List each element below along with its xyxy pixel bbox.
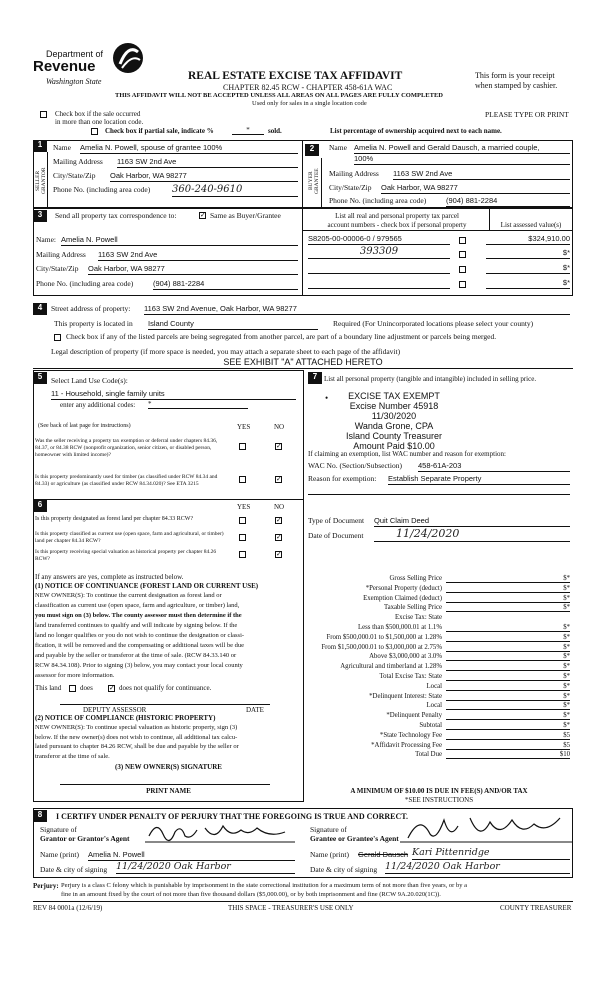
- form-title: REAL ESTATE EXCISE TAX AFFIDAVIT: [188, 70, 403, 82]
- grantor-signature-label: Signature of: [40, 825, 77, 834]
- does-not-qualify-checkbox[interactable]: ✓: [109, 684, 115, 692]
- tax-row-value[interactable]: $5: [446, 731, 570, 740]
- parcel-number[interactable]: S8205-00-00006-0 / 979565: [308, 235, 450, 245]
- s6-q3-no-checkbox[interactable]: ✓: [276, 550, 282, 558]
- receipt-line2: when stamped by cashier.: [475, 81, 558, 90]
- segregated-checkbox[interactable]: [54, 334, 61, 341]
- parcel-header-1: List all real and personal property tax parcel: [335, 212, 459, 220]
- additional-codes-input[interactable]: *: [148, 400, 248, 409]
- section-4-number: 4: [33, 303, 47, 315]
- form-used: Used only for sales in a single location code: [252, 100, 367, 107]
- notice-3-title: (3) NEW OWNER(S) SIGNATURE: [115, 763, 222, 771]
- wac-number[interactable]: 458-61A-203: [418, 462, 570, 472]
- buyer-phone-label: Phone No. (including area code): [329, 196, 427, 205]
- tax-calculation-table: [306, 574, 572, 760]
- tax-row-label: Total Excise Tax: State: [379, 672, 442, 680]
- assessed-value[interactable]: $*: [486, 249, 570, 259]
- buyer-address[interactable]: 1163 SW 2nd Ave: [393, 170, 570, 180]
- tax-row-label: Less than $500,000.01 at 1.1%: [357, 623, 442, 631]
- s6-q1-no-checkbox[interactable]: ✓: [276, 516, 282, 524]
- s5-q2-yes-checkbox[interactable]: [239, 476, 246, 483]
- county-required: Required (For Unincorporated locations please select your county): [333, 319, 534, 328]
- tax-row-value[interactable]: $*: [446, 584, 570, 593]
- tax-row: [306, 682, 572, 692]
- grantor-date-label: Date & city of signing: [40, 865, 108, 874]
- if-yes-instructions: If any answers are yes, complete as instructed below.: [35, 573, 184, 581]
- doc-type-label: Type of Document: [308, 516, 365, 525]
- buyer-grantee-label: BUYER GRANTEE: [308, 168, 320, 194]
- tax-row-value[interactable]: $*: [446, 594, 570, 603]
- tax-row-label: Total Due: [415, 751, 442, 759]
- buyer-address-label: Mailing Address: [329, 169, 379, 178]
- personal-property-label: List all personal property (tangible and intangible) included in selling price.: [324, 375, 537, 383]
- section-6-number: 6: [33, 500, 47, 512]
- located-label: This property is located in: [54, 319, 133, 328]
- print-name-label: PRINT NAME: [146, 787, 191, 795]
- minimum-due: A MINIMUM OF $10.00 IS DUE IN FEE(S) AND/OR TAX: [350, 787, 528, 795]
- s6-q2-no-checkbox[interactable]: ✓: [276, 533, 282, 541]
- doc-type[interactable]: Quit Claim Deed: [374, 517, 570, 527]
- perjury-text-2: fine in an amount fixed by the court of not more than five thousand dollars ($5,000.00), or by both imprisonment and fine (RCW 9A.20.020(1C)).: [61, 891, 441, 898]
- notice-2-text: NEW OWNER(S): To continue special valuation as historic property, sign (3) below. If the new owner(s) does not wish to continue, all additional tax calcu- lated pursuant to chapter 84.26 RCW, shall be due and payable by the seller or transferor at the time of sale.: [35, 724, 239, 760]
- does-label: does: [80, 684, 93, 692]
- seller-address[interactable]: 1163 SW 2nd Ave: [117, 158, 298, 168]
- buyer-city[interactable]: Oak Harbor, WA 98277: [381, 184, 570, 194]
- county-select[interactable]: Island County: [148, 320, 318, 330]
- personal-property-checkbox[interactable]: [459, 266, 466, 273]
- tax-row-label: Exemption Claimed (deduct): [363, 594, 442, 602]
- personal-property-checkbox[interactable]: [459, 251, 466, 258]
- grantor-name-label: Name (print): [40, 850, 79, 859]
- tax-row: [306, 584, 572, 594]
- type-or-print: PLEASE TYPE OR PRINT: [485, 110, 569, 119]
- tax-row-value[interactable]: $*: [446, 692, 570, 701]
- mail-city-label: City/State/Zip: [36, 264, 79, 273]
- grantee-name-label: Name (print): [310, 850, 349, 859]
- tax-row-value[interactable]: $10: [446, 750, 570, 759]
- mail-phone-label: Phone No. (including area code): [36, 279, 134, 288]
- grantee-signature-label: Signature of: [310, 825, 347, 834]
- s6-q2-yes-checkbox[interactable]: [239, 534, 246, 541]
- tax-row-label: Taxable Selling Price: [383, 604, 442, 612]
- tax-row: [306, 652, 572, 662]
- exempt-stamp: EXCISE TAX EXEMPT Excise Number 45918 11/30/2020 Wanda Grone, CPA Island County Treasurer Amount Paid $10.00: [345, 391, 443, 451]
- s6-q3-yes-checkbox[interactable]: [239, 551, 246, 558]
- form-notice: THIS AFFIDAVIT WILL NOT BE ACCEPTED UNLESS ALL AREAS ON ALL PAGES ARE FULLY COMPLETED: [115, 92, 443, 99]
- mail-phone[interactable]: (904) 881-2284: [153, 280, 298, 290]
- tax-row-label: Local: [426, 682, 442, 690]
- grantee-name-struck[interactable]: Gerald Dausch: [358, 850, 409, 859]
- tax-row: [306, 692, 572, 702]
- tax-row: [306, 594, 572, 604]
- s5-q2-no-checkbox[interactable]: ✓: [276, 475, 282, 483]
- additional-codes-label: enter any additional codes:: [60, 401, 136, 409]
- section-8-number: 8: [33, 810, 47, 822]
- same-as-buyer-checkbox[interactable]: ✓: [200, 211, 206, 219]
- tax-row: [306, 623, 572, 633]
- perjury-text: Perjury is a class C felony which is punishable by imprisonment in the state correctional institution for a maximum term of not more than five years, or by a: [61, 882, 467, 889]
- tax-row-value[interactable]: $*: [446, 643, 570, 652]
- assessed-value[interactable]: $*: [486, 279, 570, 289]
- parcel-number[interactable]: [308, 264, 450, 274]
- wac-label: WAC No. (Section/Subsection): [308, 461, 402, 470]
- multi-location-checkbox[interactable]: [40, 111, 47, 118]
- logo-mark-icon: [110, 40, 146, 76]
- tax-row-label: Agricultural and timberland at 1.28%: [340, 663, 442, 671]
- tax-row-label: *Affidavit Processing Fee: [371, 741, 442, 749]
- tax-row-value[interactable]: $*: [446, 721, 570, 730]
- parcel-number[interactable]: [308, 279, 450, 289]
- grantee-signature[interactable]: [400, 812, 572, 844]
- personal-property-checkbox[interactable]: [459, 281, 466, 288]
- tax-row-label: Gross Selling Price: [389, 575, 442, 582]
- s6-no-header: NO: [274, 503, 285, 511]
- tax-row: [306, 750, 572, 760]
- perjury-label: Perjury:: [33, 882, 59, 890]
- certify-statement: I CERTIFY UNDER PENALTY OF PERJURY THAT THE FOREGOING IS TRUE AND CORRECT.: [56, 812, 409, 821]
- does-not-label: does not qualify for continuance.: [119, 684, 212, 692]
- assessed-value[interactable]: $324,910.00: [486, 235, 570, 245]
- tax-row: [306, 662, 572, 672]
- parcel-number[interactable]: 393309: [308, 246, 450, 259]
- logo-revenue: Revenue: [33, 58, 96, 75]
- logo-dept: Department of: [46, 49, 104, 59]
- partial-sale-label: Check box if partial sale, indicate %: [105, 127, 214, 135]
- send-correspondence-label: Send all property tax correspondence to:: [55, 211, 177, 220]
- s6-question-1: Is this property designated as forest land per chapter 84.33 RCW?: [35, 516, 194, 522]
- logo-state: Washington State: [46, 77, 102, 86]
- mail-name-label: Name:: [36, 235, 56, 244]
- partial-percent[interactable]: *: [232, 126, 264, 135]
- s5-q1-yes-checkbox[interactable]: [239, 443, 246, 450]
- grantee-name-handwritten[interactable]: Kari Pittenridge: [412, 848, 570, 860]
- exemption-reason[interactable]: Establish Separate Property: [388, 475, 570, 485]
- tax-row: [306, 721, 572, 731]
- tax-row: [306, 613, 572, 623]
- tax-row-value[interactable]: $*: [446, 623, 570, 632]
- land-use-code[interactable]: 11 - Household, single family units: [51, 390, 296, 400]
- s6-question-2: Is this property classified as current use (open space, farm and agricultural, or timber) land per chapter 84.34 RCW?: [35, 531, 224, 544]
- seller-grantor-label: SELLER GRANTOR: [35, 167, 47, 195]
- personal-property-checkbox[interactable]: [459, 237, 466, 244]
- bullet-icon: •: [325, 393, 329, 403]
- no-header: NO: [274, 423, 285, 431]
- tax-row-label: *State Technology Fee: [379, 731, 442, 739]
- tax-row-label: *Delinquent Interest: State: [369, 692, 442, 700]
- doc-date[interactable]: 11/24/2020: [374, 528, 570, 542]
- tax-row: [306, 633, 572, 643]
- s5-q1-no-checkbox[interactable]: ✓: [276, 442, 282, 450]
- assessor-date-label: DATE: [246, 706, 264, 714]
- assessed-value[interactable]: $*: [486, 264, 570, 274]
- treasurer-use-only: THIS SPACE - TREASURER'S USE ONLY: [228, 904, 354, 912]
- same-as-buyer-label: Same as Buyer/Grantee: [210, 211, 281, 220]
- seller-city[interactable]: Oak Harbor, WA 98277: [110, 172, 298, 182]
- street-label: Street address of property:: [51, 304, 131, 313]
- tax-row-value[interactable]: $*: [446, 633, 570, 642]
- grantor-name[interactable]: Amelia N. Powell: [88, 851, 295, 861]
- tax-row-label: Excise Tax: State: [395, 614, 442, 622]
- parcel-header-2: account numbers - check box if personal property: [327, 221, 467, 229]
- legal-label: Legal description of property (if more space is needed, you may attach a separate sheet to each page of the affidavit): [51, 347, 401, 356]
- notice-1-text: NEW OWNER(S): To continue the current designation as forest land or classification as current use (open space, farm and agriculture, or timber) land, you must sign on (3) below. The county assessor must then determine if the land transferred continues to qualify and will indicate by signing below. If the land no longer qualifies or you do not wish to continue the designation or classi- fication, it will be removed and the compensating or additional taxes will be due and payable by the seller or transferor at the time of sale. (RCW 84.33.140 or RCW 84.34.108). Prior to signing (3) below, you may contact your local county assessor for more information.: [35, 592, 245, 679]
- s6-yes-header: YES: [237, 503, 251, 511]
- section-5-number: 5: [33, 372, 47, 384]
- tax-row-value[interactable]: $*: [446, 603, 570, 612]
- tax-row-label: Local: [426, 702, 442, 710]
- receipt-line1: This form is your receipt: [475, 71, 555, 80]
- tax-row-value[interactable]: $*: [446, 682, 570, 691]
- grantor-agent-label: Grantor or Grantor's Agent: [40, 834, 130, 843]
- seller-phone[interactable]: 360-240-9610: [172, 184, 298, 197]
- mail-address-label: Mailing Address: [36, 250, 86, 259]
- s6-question-3: Is this property receiving special valuation as historical property per chapter 84.26 RCW?: [35, 549, 217, 562]
- tax-row: [306, 643, 572, 653]
- list-pct-label: List percentage of ownership acquired next to each name.: [330, 127, 502, 135]
- tax-row: [306, 701, 572, 711]
- assessed-header: List assessed value(s): [500, 221, 562, 229]
- s5-question-2: Is this property predominantly used for timber (as classified under RCW 84.34 and 84.33) or agriculture (as classified under RCW 84.34.020)? See ETA 3215: [35, 474, 218, 487]
- county-treasurer-label: COUNTY TREASURER: [500, 904, 572, 912]
- buyer-phone[interactable]: (904) 881-2284: [446, 197, 570, 207]
- land-use-label: Select Land Use Code(s):: [51, 376, 128, 385]
- mail-address[interactable]: 1163 SW 2nd Ave: [98, 251, 298, 261]
- reason-label: Reason for exemption:: [308, 474, 377, 483]
- seller-name[interactable]: Amelia N. Powell, spouse of grantee 100%: [80, 144, 298, 154]
- seller-address-label: Mailing Address: [53, 157, 103, 166]
- tax-row-value[interactable]: $*: [446, 672, 570, 681]
- tax-row: [306, 672, 572, 682]
- tax-row: [306, 711, 572, 721]
- seller-name-label: Name: [53, 143, 71, 152]
- partial-sale-checkbox[interactable]: [91, 128, 98, 135]
- deputy-assessor-label: DEPUTY ASSESSOR: [83, 706, 147, 714]
- mail-name[interactable]: Amelia N. Powell: [61, 236, 298, 246]
- tax-row-value[interactable]: $*: [446, 711, 570, 720]
- tax-row-label: Above $3,000,000 at 3.0%: [369, 653, 442, 661]
- buyer-name-line2[interactable]: 100%: [354, 155, 570, 165]
- multi-location-label2: in more than one location code.: [55, 118, 144, 126]
- see-back-label: (See back of last page for instructions): [38, 423, 131, 429]
- section-3-number: 3: [33, 210, 47, 222]
- tax-row-label: From $1,500,000.01 to $3,000,000 at 2.75%: [321, 643, 442, 651]
- this-land-label: This land: [35, 684, 62, 692]
- buyer-name[interactable]: Amelia N. Powell and Gerald Dausch, a married couple,: [354, 144, 570, 154]
- does-qualify-checkbox[interactable]: [69, 685, 76, 692]
- partial-sold-label: sold.: [268, 127, 282, 135]
- grantor-date-city[interactable]: 11/24/2020 Oak Harbor: [116, 862, 295, 874]
- tax-row: [306, 731, 572, 741]
- tax-row-value[interactable]: $5: [446, 741, 570, 750]
- form-revision: REV 84 0001a (12/6/19): [33, 904, 103, 912]
- section-2-number: 2: [305, 144, 319, 156]
- tax-row: [306, 741, 572, 751]
- buyer-city-label: City/State/Zip: [329, 183, 372, 192]
- mail-city[interactable]: Oak Harbor, WA 98277: [88, 265, 298, 275]
- tax-row-value[interactable]: $*: [446, 574, 570, 583]
- section-1-number: 1: [33, 140, 47, 152]
- doc-date-label: Date of Document: [308, 531, 364, 540]
- tax-row-value[interactable]: $*: [446, 652, 570, 661]
- s5-question-1: Was the seller receiving a property tax exemption or deferral under chapters 84.36, 84.37, or 84.38 RCW (nonprofit organization, senior citizen, or disabled person, homeowner with limited income)?: [35, 438, 218, 458]
- tax-row-label: *Personal Property (deduct): [365, 584, 442, 592]
- tax-row: [306, 574, 572, 584]
- section-7-number: 7: [308, 372, 322, 384]
- grantor-signature[interactable]: [145, 818, 295, 844]
- tax-row-value[interactable]: $*: [446, 662, 570, 671]
- grantee-date-label: Date & city of signing: [310, 865, 378, 874]
- s6-q1-yes-checkbox[interactable]: [239, 517, 246, 524]
- legal-description[interactable]: SEE EXHIBIT "A" ATTACHED HERETO: [223, 357, 383, 367]
- seller-phone-label: Phone No. (including area code): [53, 185, 151, 194]
- tax-row-label: From $500,000.01 to $1,500,000 at 1.28%: [326, 633, 442, 641]
- tax-row-label: *Delinquent Penalty: [386, 712, 442, 720]
- seller-city-label: City/State/Zip: [53, 171, 96, 180]
- street-address[interactable]: 1163 SW 2nd Avenue, Oak Harbor, WA 98277: [144, 305, 570, 315]
- yes-header: YES: [237, 423, 251, 431]
- segregated-label: Check box if any of the listed parcels are being segregated from another parcel, are part of a boundary line adjustment or parcels being merged.: [66, 332, 497, 341]
- tax-row-label: Subtotal: [419, 721, 442, 729]
- grantee-agent-label: Grantee or Grantee's Agent: [310, 834, 399, 843]
- notice-1-title: (1) NOTICE OF CONTINUANCE (FOREST LAND OR CURRENT USE): [35, 582, 259, 590]
- form-chapter: CHAPTER 82.45 RCW - CHAPTER 458-61A WAC: [223, 83, 393, 92]
- grantee-date-city[interactable]: 11/24/2020 Oak Harbor: [385, 862, 570, 874]
- tax-row-value[interactable]: $*: [446, 701, 570, 710]
- notice-2-title: (2) NOTICE OF COMPLIANCE (HISTORIC PROPERTY): [35, 714, 216, 722]
- tax-row: [306, 603, 572, 613]
- claim-exemption-label: If claiming an exemption, list WAC number and reason for exemption:: [308, 450, 506, 458]
- see-instructions: *SEE INSTRUCTIONS: [404, 796, 474, 804]
- multi-location-label: Check box if the sale occurred: [55, 110, 141, 118]
- buyer-name-label: Name: [329, 143, 347, 152]
